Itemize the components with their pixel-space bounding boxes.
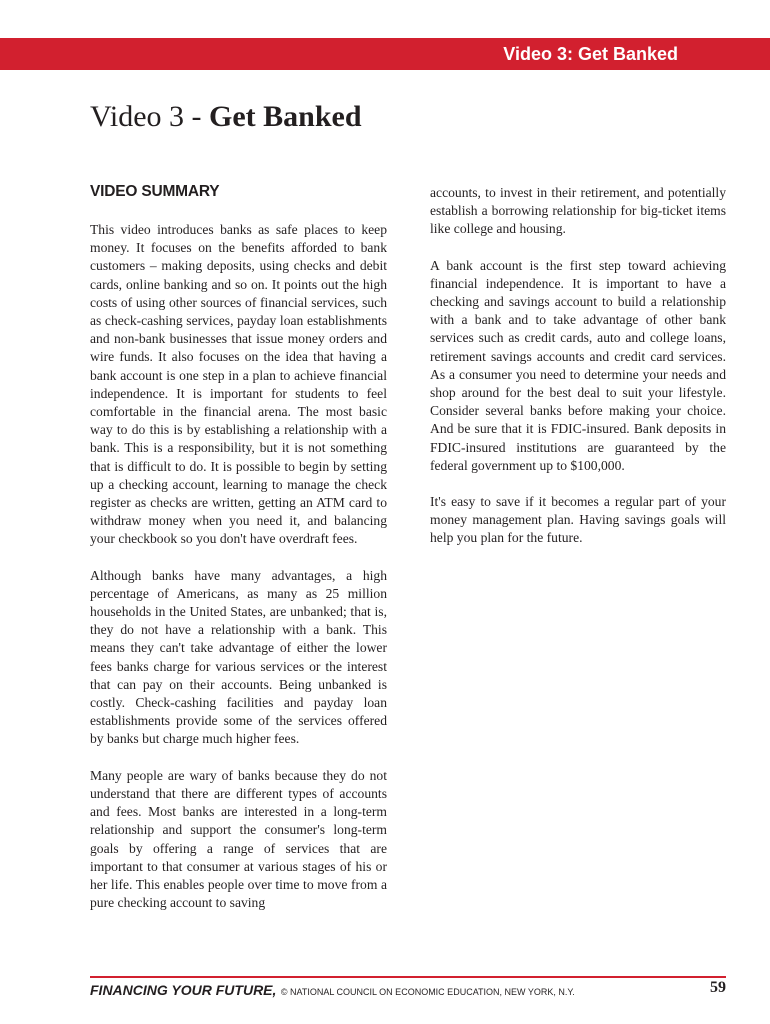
footer-copyright: © NATIONAL COUNCIL ON ECONOMIC EDUCATION, NEW YORK, N.Y. xyxy=(280,987,575,997)
footer xyxy=(90,981,575,1001)
left-paragraph-2: Although banks have many advantages, a high percentage of Americans, as many as 25 million households in the United States, are unbanked; that is, they do not have a relationship with a bank. This means they can't take advantage of either the lower fees banks charge for various services or the interest that can pay on their accounts. Being unbanked is costly. Check-cashing facilities and payday loan establishments provide some of the services offered by banks but charge much higher fees. xyxy=(90,567,387,747)
left-paragraph-3: Many people are wary of banks because they do not understand that there are different types of accounts and fees. Most banks are interested in a long-term relationship and support the consumer's long-term goals by offering a range of services that are important to that consumer at various stages of his or her life. This enables people over time to move from a pure checking account to saving xyxy=(90,767,387,911)
header-banner xyxy=(0,38,770,70)
left-column xyxy=(90,221,387,930)
left-paragraph-1: This video introduces banks as safe places to keep money. It focuses on the benefits afforded to bank customers – making deposits, using checks and debit cards, online banking and so on. It points out the high costs of using other sources of financial services, such as check-cashing services, payday loan establishments and non-bank businesses that issue money orders and wire funds. It also focuses on the idea that having a bank account is one step in a plan to achieve financial independence. It is important for students to feel comfortable in the financial arena. The most basic way to do this is by establishing a relationship with a bank. This is a responsibility, but it is not something that is difficult to do. It is possible to begin by setting up a checking account, learning to manage the check register as checks are written, getting an ATM card to withdraw money when you need it, and balancing your checkbook so you don't have overdraft fees. xyxy=(90,222,387,547)
page-title xyxy=(90,97,362,137)
footer-brand: FINANCING YOUR FUTURE, xyxy=(90,982,277,998)
right-paragraph-2: A bank account is the first step toward achieving financial independence. It is important to have a checking and savings account to build a relationship with a bank and to take advantage of other bank services such as credit cards, auto and college loans, retirement savings accounts and credit card services. As a consumer you need to determine your needs and shop around for the best deal to suit your lifestyle. Consider several banks before making your choice. And be sure that it is FDIC-insured. Bank deposits in FDIC-insured institutions are guaranteed by the federal government up to $100,000. xyxy=(430,257,726,473)
right-paragraph-3: It's easy to save if it becomes a regular part of your money management plan. Having savings goals will help you plan for the future. xyxy=(430,494,726,546)
right-paragraph-1: accounts, to invest in their retirement, and potentially establish a borrowing relationship for big-ticket items like college and housing. xyxy=(430,185,726,237)
page-title-prefix: Video 3 - xyxy=(90,100,210,133)
page-number: 59 xyxy=(710,979,726,996)
section-heading: VIDEO SUMMARY xyxy=(90,183,220,200)
banner-title: Video 3: Get Banked xyxy=(503,44,678,64)
footer-divider xyxy=(90,976,726,978)
page-title-bold: Get Banked xyxy=(209,100,362,133)
right-column xyxy=(430,184,726,566)
